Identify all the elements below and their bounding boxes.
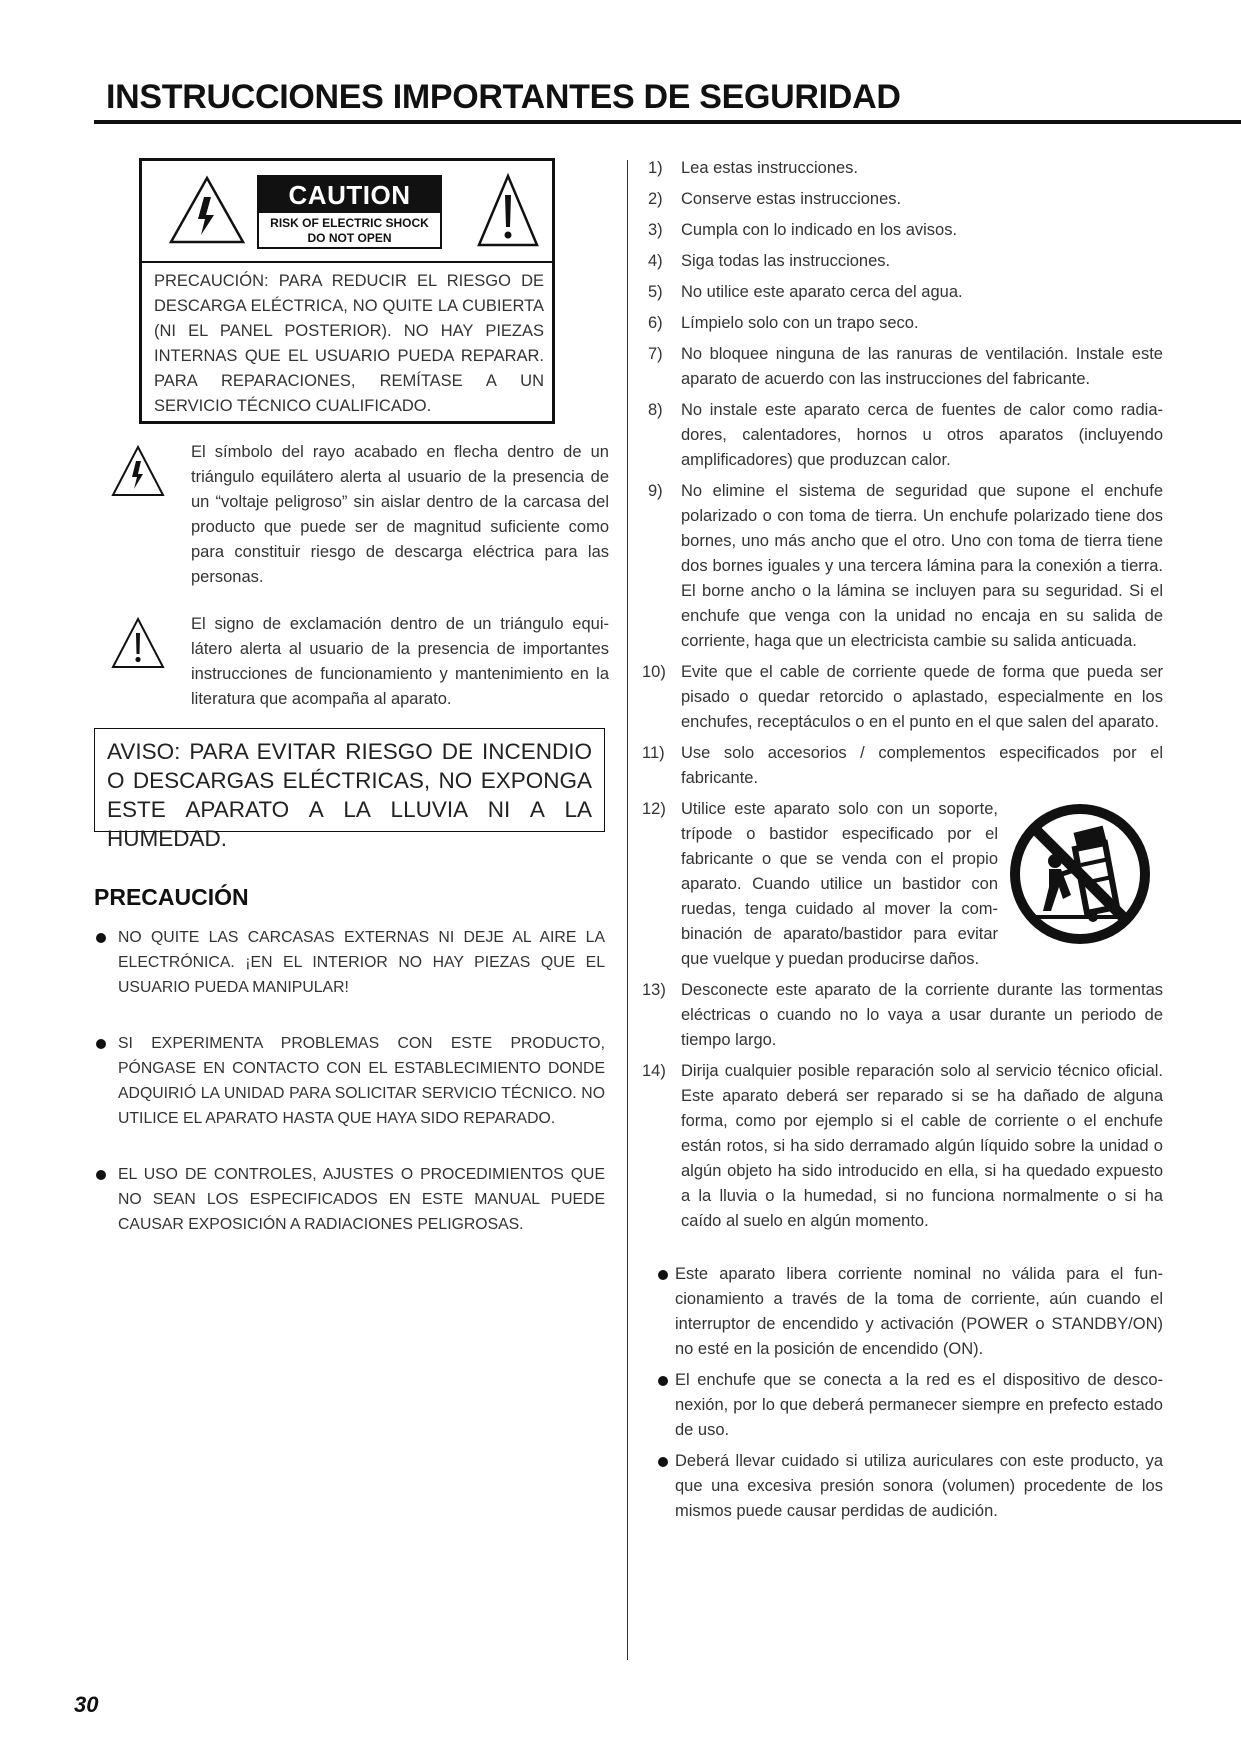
item-number: 3) <box>648 221 663 239</box>
list-item <box>648 1449 1163 1524</box>
list-item <box>642 978 1163 1053</box>
caution-word: CAUTION <box>259 177 440 213</box>
item-text: No bloquee ninguna de las ranuras de ventilación. Instale este aparato de acuerdo con las instrucciones del fabricante. <box>681 345 1163 388</box>
item-number: 12) <box>642 800 666 818</box>
item-number: 13) <box>642 981 666 999</box>
item-text: Desconecte este aparato de la corriente durante las tormentas eléctricas o cuando no lo vaya a usar durante un periodo de tiempo largo. <box>681 981 1163 1049</box>
page-number: 30 <box>74 1692 99 1717</box>
item-text: Dirija cualquier posible reparación solo al servicio técnico oficial. Este aparato deberá ser reparado si se ha dañado de alguna forma, como por ejemplo si el cable de corriente o el enchufe están rotos, si ha sido derramado algún líquido sobre la unidad o algún objeto ha sido introducido en ella, si ha quedado expuesto a la lluvia o la humedad, si no funciona normalmente o si ha caído al suelo en algún momento. <box>681 1062 1163 1230</box>
note-text: Este aparato libera corriente nominal no válida para el funcionamiento a través de la toma de corriente, aún cuando el interruptor de encendido y activación (POWER o STANDBY/ON) no esté en la posición de encendido (ON). <box>675 1265 1163 1358</box>
list-item <box>648 218 1163 243</box>
exclamation-warning-icon <box>476 173 540 249</box>
item-number: 11) <box>642 744 665 762</box>
item-number: 1) <box>648 159 663 177</box>
list-item <box>648 187 1163 212</box>
aviso-warning-box <box>94 728 605 851</box>
bolt-symbol-text: El símbolo del rayo acabado en flecha dentro de un triángulo equilátero alerta al usuario de la presencia de un “voltaje peligroso” sin aislar dentro de la carcasa del producto que puede ser de magnitud suficiente como para constituir riesgo de descarga eléctrica para las personas. <box>191 443 609 586</box>
item-number: 5) <box>648 283 663 301</box>
caution-line-2: DO NOT OPEN <box>307 231 392 245</box>
list-item <box>648 156 1163 181</box>
caution-precaution-text: PRECAUCIÓN: PARA REDUCIR EL RIESGO DE DESCARGA ELÉCTRICA, NO QUITE LA CUBIERTA (NI EL PANEL POSTERIOR). NO HAY PIEZAS INTERNAS QUE EL USUARIO PUEDA REPARAR. PARA REPARACIONES, REMÍTASE A UN SERVICIO TÉCNICO CUALIFICADO. <box>154 272 544 415</box>
item-text: No instale este aparato cerca de fuentes de calor como radiadores, calentadores, hornos u otros aparatos (incluyendo amplificadores) que produzcan calor. <box>681 401 1163 469</box>
item-text: Cumpla con lo indicado en los avisos. <box>681 221 958 239</box>
item-text: Siga todas las instrucciones. <box>681 252 891 270</box>
item-number: 6) <box>648 314 663 332</box>
list-item <box>648 311 1163 336</box>
item-number: 7) <box>648 345 663 363</box>
caution-label <box>257 175 442 249</box>
list-item <box>642 741 1163 791</box>
item-text: Límpielo solo con un trapo seco. <box>681 314 919 332</box>
item-text: No elimine el sistema de seguridad que supone el enchufe polarizado o con toma de tierra. Un enchufe polarizado tiene dos bornes, uno más ancho que el otro. Uno con toma de tierra tiene dos bornes iguales y una tercera lámina para la conexión a tierra. El borne ancho o la lámina se incluyen para su seguridad. Si el enchufe que venga con la unidad no encaja en su salida de corriente, haga que un electricista cambie su salida anticuada. <box>681 482 1163 650</box>
item-text: Lea estas instrucciones. <box>681 159 859 177</box>
item-number: 9) <box>648 482 663 500</box>
list-item <box>648 280 1163 305</box>
caution-label-header <box>142 161 552 263</box>
list-item <box>94 1162 605 1237</box>
precaucion-item-text: EL USO DE CONTROLES, AJUSTES O PROCEDIMIENTOS QUE NO SEAN LOS ESPECIFICADOS EN ESTE MANUAL PUEDE CAUSAR EXPOSICIÓN A RADIACIONES PELIGROSAS. <box>118 1166 605 1233</box>
column-divider <box>627 160 628 1660</box>
aviso-text: AVISO: PARA EVITAR RIESGO DE INCENDIO O DESCARGAS ELÉCTRICAS, NO EXPONGA ESTE APARATO A LA LLUVIA NI A LA HUMEDAD. <box>107 739 592 851</box>
bullet-icon <box>658 1376 668 1386</box>
caution-label-box <box>139 158 555 424</box>
item-number: 14) <box>642 1062 666 1080</box>
item-text: Use solo accesorios / complementos especificados por el fabricante. <box>681 744 1163 787</box>
electric-shock-warning-icon <box>110 444 166 500</box>
page-title: INSTRUCCIONES IMPORTANTES DE SEGURIDAD <box>106 78 901 116</box>
precaucion-list <box>94 925 605 1268</box>
precaucion-item-text: NO QUITE LAS CARCASAS EXTERNAS NI DEJE AL AIRE LA ELECTRÓNICA. ¡EN EL INTERIOR NO HAY PIEZAS QUE EL USUARIO PUEDA MANIPULAR! <box>118 929 605 996</box>
list-item <box>642 1059 1163 1234</box>
title-rule <box>94 120 1241 124</box>
item-text: Utilice este aparato solo con un soporte, trípode o bastidor especificado por el fabricante o que se venda con el propio aparato. Cuando utilice un bastidor con ruedas, tenga cuidado al mover la combinación de aparato/bastidor para evitar que vuelque y puedan producirse daños. <box>681 800 998 968</box>
bullet-icon <box>96 933 106 943</box>
exclamation-symbol-text: El signo de exclamación dentro de un triángulo equilátero alerta al usuario de la presencia de importantes instrucciones de funcionamiento y mantenimiento en la literatura que acompaña al aparato. <box>191 615 609 708</box>
electric-shock-warning-icon <box>168 175 246 245</box>
list-item <box>94 925 605 1000</box>
note-text: Deberá llevar cuidado si utiliza auriculares con este producto, ya que una excesiva presión sonora (volumen) procedente de los mismos puede causar perdidas de audición. <box>675 1452 1163 1520</box>
bullet-icon <box>96 1170 106 1180</box>
list-item <box>648 398 1163 473</box>
list-item <box>648 249 1163 274</box>
note-text: El enchufe que se conecta a la red es el dispositivo de desconexión, por lo que deberá permanecer siempre en prefecto estado de uso. <box>675 1371 1163 1439</box>
item-number: 8) <box>648 401 663 419</box>
list-item <box>648 342 1163 392</box>
item-number: 10) <box>642 663 666 681</box>
cart-tip-over-warning-icon <box>1005 799 1155 949</box>
item-number: 2) <box>648 190 663 208</box>
precaucion-heading: PRECAUCIÓN <box>94 884 249 910</box>
list-item <box>648 479 1163 654</box>
exclamation-warning-icon <box>110 616 166 672</box>
list-item <box>94 1031 605 1131</box>
list-item <box>648 1262 1163 1362</box>
list-item <box>648 1368 1163 1443</box>
item-number: 4) <box>648 252 663 270</box>
caution-subtext <box>259 213 440 246</box>
item-text: Evite que el cable de corriente quede de forma que pueda ser pisado o quedar retorcido o aplastado, especialmente en los enchufes, receptáculos o en el punto en el que salen del aparato. <box>681 663 1163 731</box>
item-text: No utilice este aparato cerca del agua. <box>681 283 963 301</box>
list-item <box>642 797 1163 972</box>
list-item <box>642 660 1163 735</box>
additional-notes-list <box>648 1262 1163 1530</box>
safety-instructions-list <box>642 156 1163 1240</box>
bullet-icon <box>658 1457 668 1467</box>
bullet-icon <box>658 1270 668 1280</box>
bullet-icon <box>96 1039 106 1049</box>
item-text: Conserve estas instrucciones. <box>681 190 902 208</box>
precaucion-item-text: SI EXPERIMENTA PROBLEMAS CON ESTE PRODUCTO, PÓNGASE EN CONTACTO CON EL ESTABLECIMIENTO DONDE ADQUIRIÓ LA UNIDAD PARA SOLICITAR SERVICIO TÉCNICO. NO UTILICE EL APARATO HASTA QUE HAYA SIDO REPARADO. <box>118 1035 605 1127</box>
caution-line-1: RISK OF ELECTRIC SHOCK <box>270 216 429 230</box>
